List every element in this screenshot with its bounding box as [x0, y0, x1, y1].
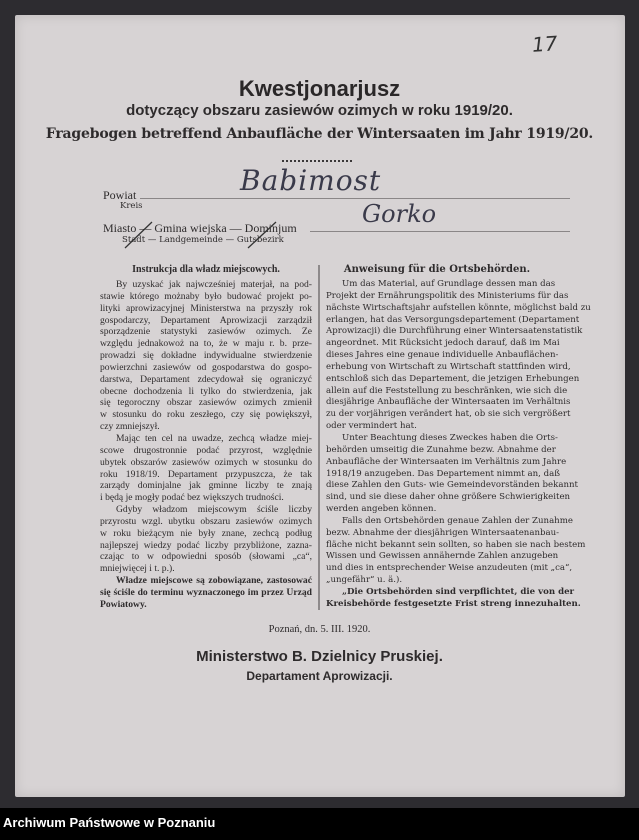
paragraph-line: zu der vorjährigen verändert hat, ob sie sich vergrößert [326, 409, 571, 420]
paragraph-line: prowadzi się dokładne indywidualne stwierdzenie [100, 350, 312, 362]
miasto-label-german: Stadt — Landgemeinde — Gutsbezirk [122, 235, 284, 245]
paragraph-line: Anbaufläche der Wintersaaten im Verhältnis zum Jahre [326, 456, 567, 467]
paragraph-line: przyrostu wzgl. ubytku obszaru zasiewów ozimych [100, 515, 312, 527]
paragraph-line: Um das Material, auf Grundlage dessen man das [342, 279, 556, 289]
paragraph-line: behörden umseitig die Zunahme bezw. Abnahme der [326, 444, 556, 455]
miasto-label: Miasto — Gmina wiejska — Dominjum [103, 221, 297, 235]
paragraph-line: entschloß sich das Departement, die jetzigen Erhebungen [326, 373, 580, 384]
powiat-handwritten-value: Babimost [240, 164, 382, 197]
paragraph-line: By uzyskać jak najwcześniej materjał, na pod- [116, 279, 312, 290]
powiat-label: Powiat [103, 188, 137, 202]
paragraph-line: mniejwięcej i t. p.). [100, 563, 175, 575]
strike-miasto [125, 222, 152, 248]
archive-caption: Archiwum Państwowe w Poznaniu [3, 815, 216, 830]
paragraph-line: w stosunku do roku zeszłego, czy się powiększył, [100, 409, 312, 421]
paragraph-line: powierzchni zasiewów od gospodarstwa do gospo- [100, 361, 312, 373]
paragraph-line: Gdyby władzom miejscowym ściśle liczby [116, 504, 312, 516]
paragraph-line: i będą je mogły podać bez większych trudności. [100, 492, 284, 504]
paragraph-line: diese Zahlen den Guts- wie Gemeindevorständen bekannt [326, 480, 578, 491]
paragraph-line: erhebung von Wirtschaft zu Wirtschaft stattfinden wird, [326, 361, 571, 372]
paragraph-line: gospodarczy, Departament Aprowizacji zarządził [100, 314, 312, 326]
paragraph-line: darstwa, Departament zdecydował się ograniczyć [100, 373, 312, 385]
paragraph-line: fläche nicht bekannt sein sollten, so haben sie nach bestem [326, 539, 586, 550]
paragraph-line: nächste Wirtschaftsjahr aufstellen könnte, möglichst bald zu [326, 302, 591, 313]
paragraph-line: bezw. Abnahme der diesjährigen Wintersaatenanbau- [326, 527, 560, 538]
handwritten-page-number: 17 [531, 31, 559, 57]
paragraph-line: stawie którego możnaby było budować projekt po- [100, 290, 312, 302]
paragraph-line: Władze miejscowe są zobowiązane, zastosować [116, 575, 312, 587]
paragraph-line: angeordnet. Mit Rücksicht jedoch darauf, daß im Mai [326, 338, 560, 349]
paragraph-line: ubytek obszarów zasiewów ozimych w stosunku do [100, 456, 312, 468]
strikethrough-marks [0, 0, 639, 260]
paragraph-line: się tegoroczny obszar zasiewów ozimych zmienił [100, 397, 312, 409]
paragraph-line: sporządzenie statystyki zasiewów ozimych. Ze [100, 326, 312, 338]
paragraph-line: Powiatowy. [100, 598, 147, 610]
paragraph-line: czy zmniejszył. [100, 421, 160, 433]
paragraph-line: scowe drugostronnie podać przyrost, względnie [100, 444, 312, 456]
document-subtitle: dotyczący obszaru zasiewów ozimych w roku 1919/20. [126, 102, 513, 119]
paragraph-line: roku 1918/19. Departament przypuszcza, że tak [100, 468, 312, 480]
instructions-german-heading: Anweisung für die Ortsbehörden. [343, 264, 531, 275]
place-date: Poznań, dn. 5. III. 1920. [268, 624, 371, 635]
paragraph-line: 1918/19 anzugeben. Das Departement nimmt an, daß [326, 468, 560, 479]
paragraph-line: czając to w odpowiedni sposób (słowami „ca“, [100, 551, 312, 563]
paragraph-line: Mając ten cel na uwadze, zechcą władze miej- [116, 432, 312, 444]
paragraph-line: Kreisbehörde festgesetzte Frist streng innezuhalten. [326, 598, 581, 609]
issuing-department: Departament Aprowizacji. [246, 669, 393, 683]
document-title: Kwestjonarjusz [238, 76, 401, 101]
paragraph-line: Falls den Ortsbehörden genaue Zahlen der Zunahme [342, 515, 573, 526]
paragraph-line: allein auf die Feststellung zu beschränken, wie sich die [326, 385, 568, 396]
paragraph-line: względu jednakowoż na to, że w maju r. b. prze- [100, 338, 312, 350]
paragraph-line: dieses Jahres eine genaue individuelle Anbauflächen- [326, 350, 559, 361]
paragraph-line: Aprowizacji) die Durchführung einer Wintersaatenstatistik [326, 326, 583, 337]
paragraph-line: najlepszej wiedzy podać liczby przybliżone, zazna- [100, 539, 312, 551]
paragraph-line: obecne dochodzenia li tylko do stwierdzenia, jak [100, 385, 312, 397]
paragraph-line: „ungefähr“ u. ä.). [326, 575, 403, 586]
paragraph-line: zarządy dominjalne jak gminne liczby te znają [100, 480, 312, 492]
instructions-polish [100, 263, 312, 611]
instructions-polish-heading: Instrukcja dla władz miejscowych. [132, 264, 280, 275]
issuing-ministry: Ministerstwo B. Dzielnicy Pruskiej. [196, 648, 443, 665]
paragraph-line: lityki aprowizacyjnej Ministerstwa na przyszły rok [100, 302, 312, 314]
paragraph-line: „Die Ortsbehörden sind verpflichtet, die von der [342, 586, 575, 597]
paragraph-line: oder vermindert hat. [326, 421, 417, 432]
document-subtitle-german: Fragebogen betreffend Anbaufläche der Wintersaaten im Jahr 1919/20. [45, 126, 594, 142]
paragraph-line: Projekt der Ernährungspolitik des Ministeriums für das [326, 290, 569, 301]
column-divider [318, 265, 320, 610]
powiat-label-german: Kreis [120, 201, 143, 211]
paragraph-line: werden angeben können. [326, 504, 437, 515]
paragraph-line: und dies in entsprechender Weise anzudeuten (mit „ca“, [326, 563, 573, 574]
paragraph-line: Unter Beachtung dieses Zweckes haben die Orts- [342, 432, 558, 443]
paragraph-line: w roku bieżącym nie były znane, zechcą podług [100, 527, 312, 539]
miasto-handwritten-value: Gorko [362, 200, 437, 228]
paragraph-line: Wissen und Gewissen annähernde Zahlen anzugeben [326, 551, 559, 562]
paragraph-line: się ściśle do terminu wyznaczonego im przez Urząd [100, 586, 312, 598]
instructions-german [326, 263, 591, 611]
paragraph-line: erlangen, hat das Versorgungsdepartement (Departament [326, 314, 580, 325]
paragraph-line: diesjährige Anbaufläche der Wintersaaten im Verhältnis [326, 397, 571, 408]
strike-dominjum [248, 222, 276, 248]
paragraph-line: sind, und sie diese daher ohne größere Schwierigkeiten [326, 492, 571, 503]
